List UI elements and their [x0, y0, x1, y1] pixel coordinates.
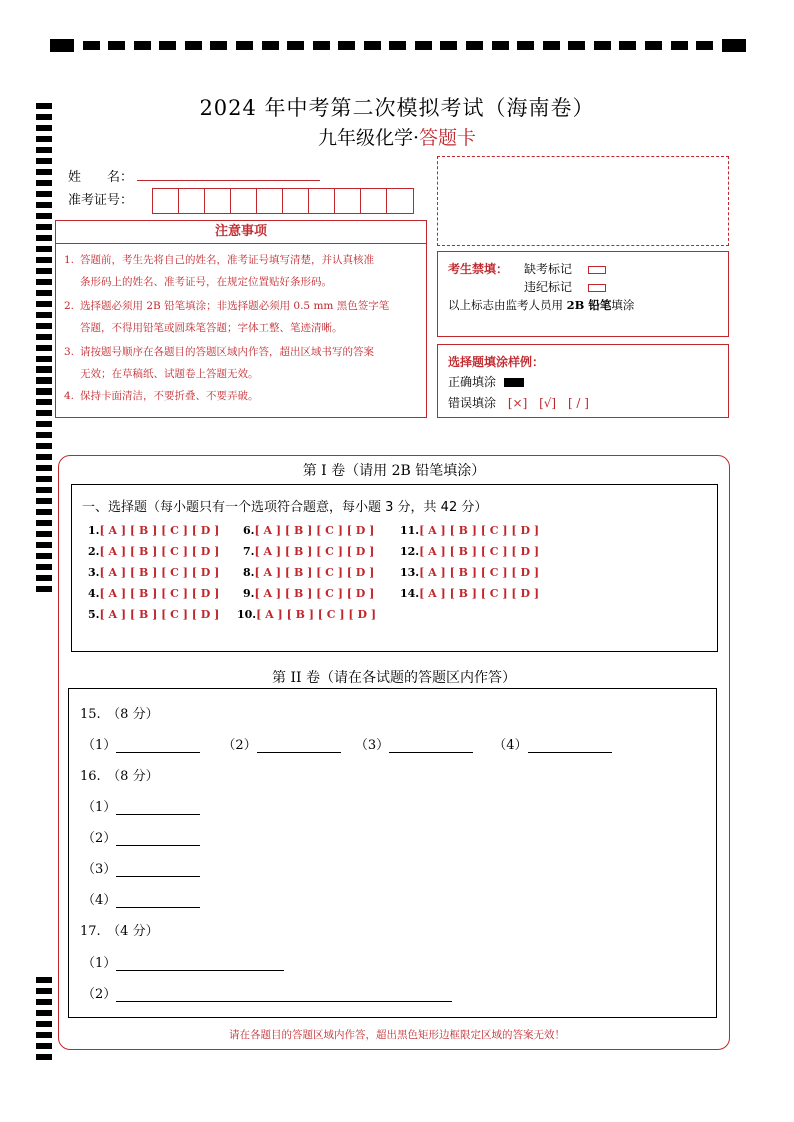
choice-q3[interactable]: 3.[ A ] [ B ] [ C ] [ D ]: [88, 566, 220, 579]
choice-q7[interactable]: 7.[ A ] [ B ] [ C ] [ D ]: [243, 545, 375, 558]
subtitle-answer-card: 答题卡: [419, 127, 477, 149]
id-label: 准考证号：: [68, 193, 134, 208]
q17-2-blank[interactable]: [116, 988, 452, 1002]
id-digit-box[interactable]: [205, 189, 231, 213]
wrong-mark-check: [√]: [539, 396, 557, 410]
q15-3-blank[interactable]: [389, 739, 473, 753]
q16-4-blank[interactable]: [116, 894, 200, 908]
id-digit-box[interactable]: [361, 189, 387, 213]
wrong-mark-slash: [ / ]: [567, 396, 589, 410]
id-digit-box[interactable]: [283, 189, 309, 213]
barcode-area: [437, 156, 729, 246]
choice-q9[interactable]: 9.[ A ] [ B ] [ C ] [ D ]: [243, 587, 375, 600]
footer-warning: 请在各题目的答题区域内作答，超出黑色矩形边框限定区域的答案无效！: [229, 1029, 565, 1041]
forbid-label: 考生禁填：: [448, 262, 509, 276]
id-digit-box[interactable]: [387, 189, 413, 213]
choice-q13[interactable]: 13.[ A ] [ B ] [ C ] [ D ]: [400, 566, 540, 579]
choice-q6[interactable]: 6.[ A ] [ B ] [ C ] [ D ]: [243, 524, 375, 537]
choice-q12[interactable]: 12.[ A ] [ B ] [ C ] [ D ]: [400, 545, 540, 558]
top-timing-marks: [50, 38, 746, 52]
q17-1-blank[interactable]: [116, 957, 284, 971]
q16-2-blank[interactable]: [116, 832, 200, 846]
q16-3: （3）: [82, 858, 200, 877]
filled-mark-icon: [504, 378, 524, 387]
id-digit-box[interactable]: [179, 189, 205, 213]
subtitle-main: 九年级化学·: [317, 127, 420, 149]
notice-item-2: 2. 选择题必须用 2B 铅笔填涂；非选择题必须用 0.5 mm 黑色签字笔 答题，不得用铅笔或圆珠笔答题；字体工整、笔迹清晰。: [64, 300, 390, 334]
id-digit-box[interactable]: [257, 189, 283, 213]
violation-mark-row: 违纪标记: [524, 278, 606, 295]
page-subtitle: [0, 123, 794, 150]
example-heading: 选择题填涂样例：: [448, 355, 545, 369]
notice-item-1: 1. 答题前，考生先将自己的姓名，准考证号填写清楚，并认真核准 条形码上的姓名、准考证号，在规定位置贴好条形码。: [64, 254, 374, 288]
page-title: 2024 年中考第二次模拟考试（海南卷）: [199, 96, 595, 120]
forbid-note: 以上标志由监考人员用 2B 铅笔填涂: [448, 298, 635, 312]
q15-4-blank[interactable]: [528, 739, 612, 753]
left-timing-marks-bottom: [36, 977, 52, 1065]
q16-2: （2）: [82, 827, 200, 846]
q17-heading: 17. （4 分）: [80, 924, 159, 939]
part2-title: 第 II 卷（请在各试题的答题区内作答）: [272, 670, 516, 686]
absent-mark-bubble[interactable]: [588, 266, 606, 274]
choice-q8[interactable]: 8.[ A ] [ B ] [ C ] [ D ]: [243, 566, 375, 579]
choice-q10[interactable]: 10.[ A ] [ B ] [ C ] [ D ]: [237, 608, 377, 621]
q16-4: （4）: [82, 889, 200, 908]
q17-1: （1）: [82, 952, 284, 971]
name-field[interactable]: [137, 166, 320, 181]
choice-q2[interactable]: 2.[ A ] [ B ] [ C ] [ D ]: [88, 545, 220, 558]
q15-heading: 15. （8 分）: [80, 707, 159, 722]
part1-title: 第 I 卷（请用 2B 铅笔填涂）: [302, 463, 486, 479]
correct-example: 正确填涂: [448, 373, 524, 390]
q15-2-blank[interactable]: [257, 739, 341, 753]
violation-mark-bubble[interactable]: [588, 284, 606, 292]
wrong-example: 错误填涂 [×] [√] [ / ]: [448, 396, 589, 410]
left-timing-marks-middle: [36, 366, 52, 597]
q17-2: （2）: [82, 983, 452, 1002]
wrong-mark-cross: [×]: [507, 396, 528, 410]
choice-q4[interactable]: 4.[ A ] [ B ] [ C ] [ D ]: [88, 587, 220, 600]
notice-item-3: 3. 请按题号顺序在各题目的答题区域内作答，超出区域书写的答案 无效；在草稿纸、试题卷上答题无效。: [64, 346, 374, 380]
q15-answers: （1） （2） （3） （4）: [82, 734, 612, 753]
notice-heading: 注意事项: [56, 221, 426, 244]
absent-mark-row: 缺考标记: [524, 260, 606, 277]
id-digit-box[interactable]: [231, 189, 257, 213]
notice-box: [55, 220, 427, 418]
choice-section-heading: 一、选择题（每小题只有一个选项符合题意，每小题 3 分，共 42 分）: [82, 500, 488, 515]
q16-1: （1）: [82, 796, 200, 815]
exam-id-boxes[interactable]: [152, 188, 414, 214]
q16-1-blank[interactable]: [116, 801, 200, 815]
fill-example-box: [437, 344, 729, 418]
choice-q5[interactable]: 5.[ A ] [ B ] [ C ] [ D ]: [88, 608, 220, 621]
choice-q14[interactable]: 14.[ A ] [ B ] [ C ] [ D ]: [400, 587, 540, 600]
id-digit-box[interactable]: [309, 189, 335, 213]
examiner-only-box: [437, 251, 729, 337]
choice-q11[interactable]: 11.[ A ] [ B ] [ C ] [ D ]: [400, 524, 540, 537]
choice-q1[interactable]: 1.[ A ] [ B ] [ C ] [ D ]: [88, 524, 220, 537]
id-digit-box[interactable]: [153, 189, 179, 213]
q16-heading: 16. （8 分）: [80, 769, 159, 784]
notice-item-4: 4. 保持卡面清洁，不要折叠、不要弄破。: [64, 390, 259, 402]
name-label: 姓 名：: [68, 170, 134, 185]
q16-3-blank[interactable]: [116, 863, 200, 877]
id-digit-box[interactable]: [335, 189, 361, 213]
q15-1-blank[interactable]: [116, 739, 200, 753]
